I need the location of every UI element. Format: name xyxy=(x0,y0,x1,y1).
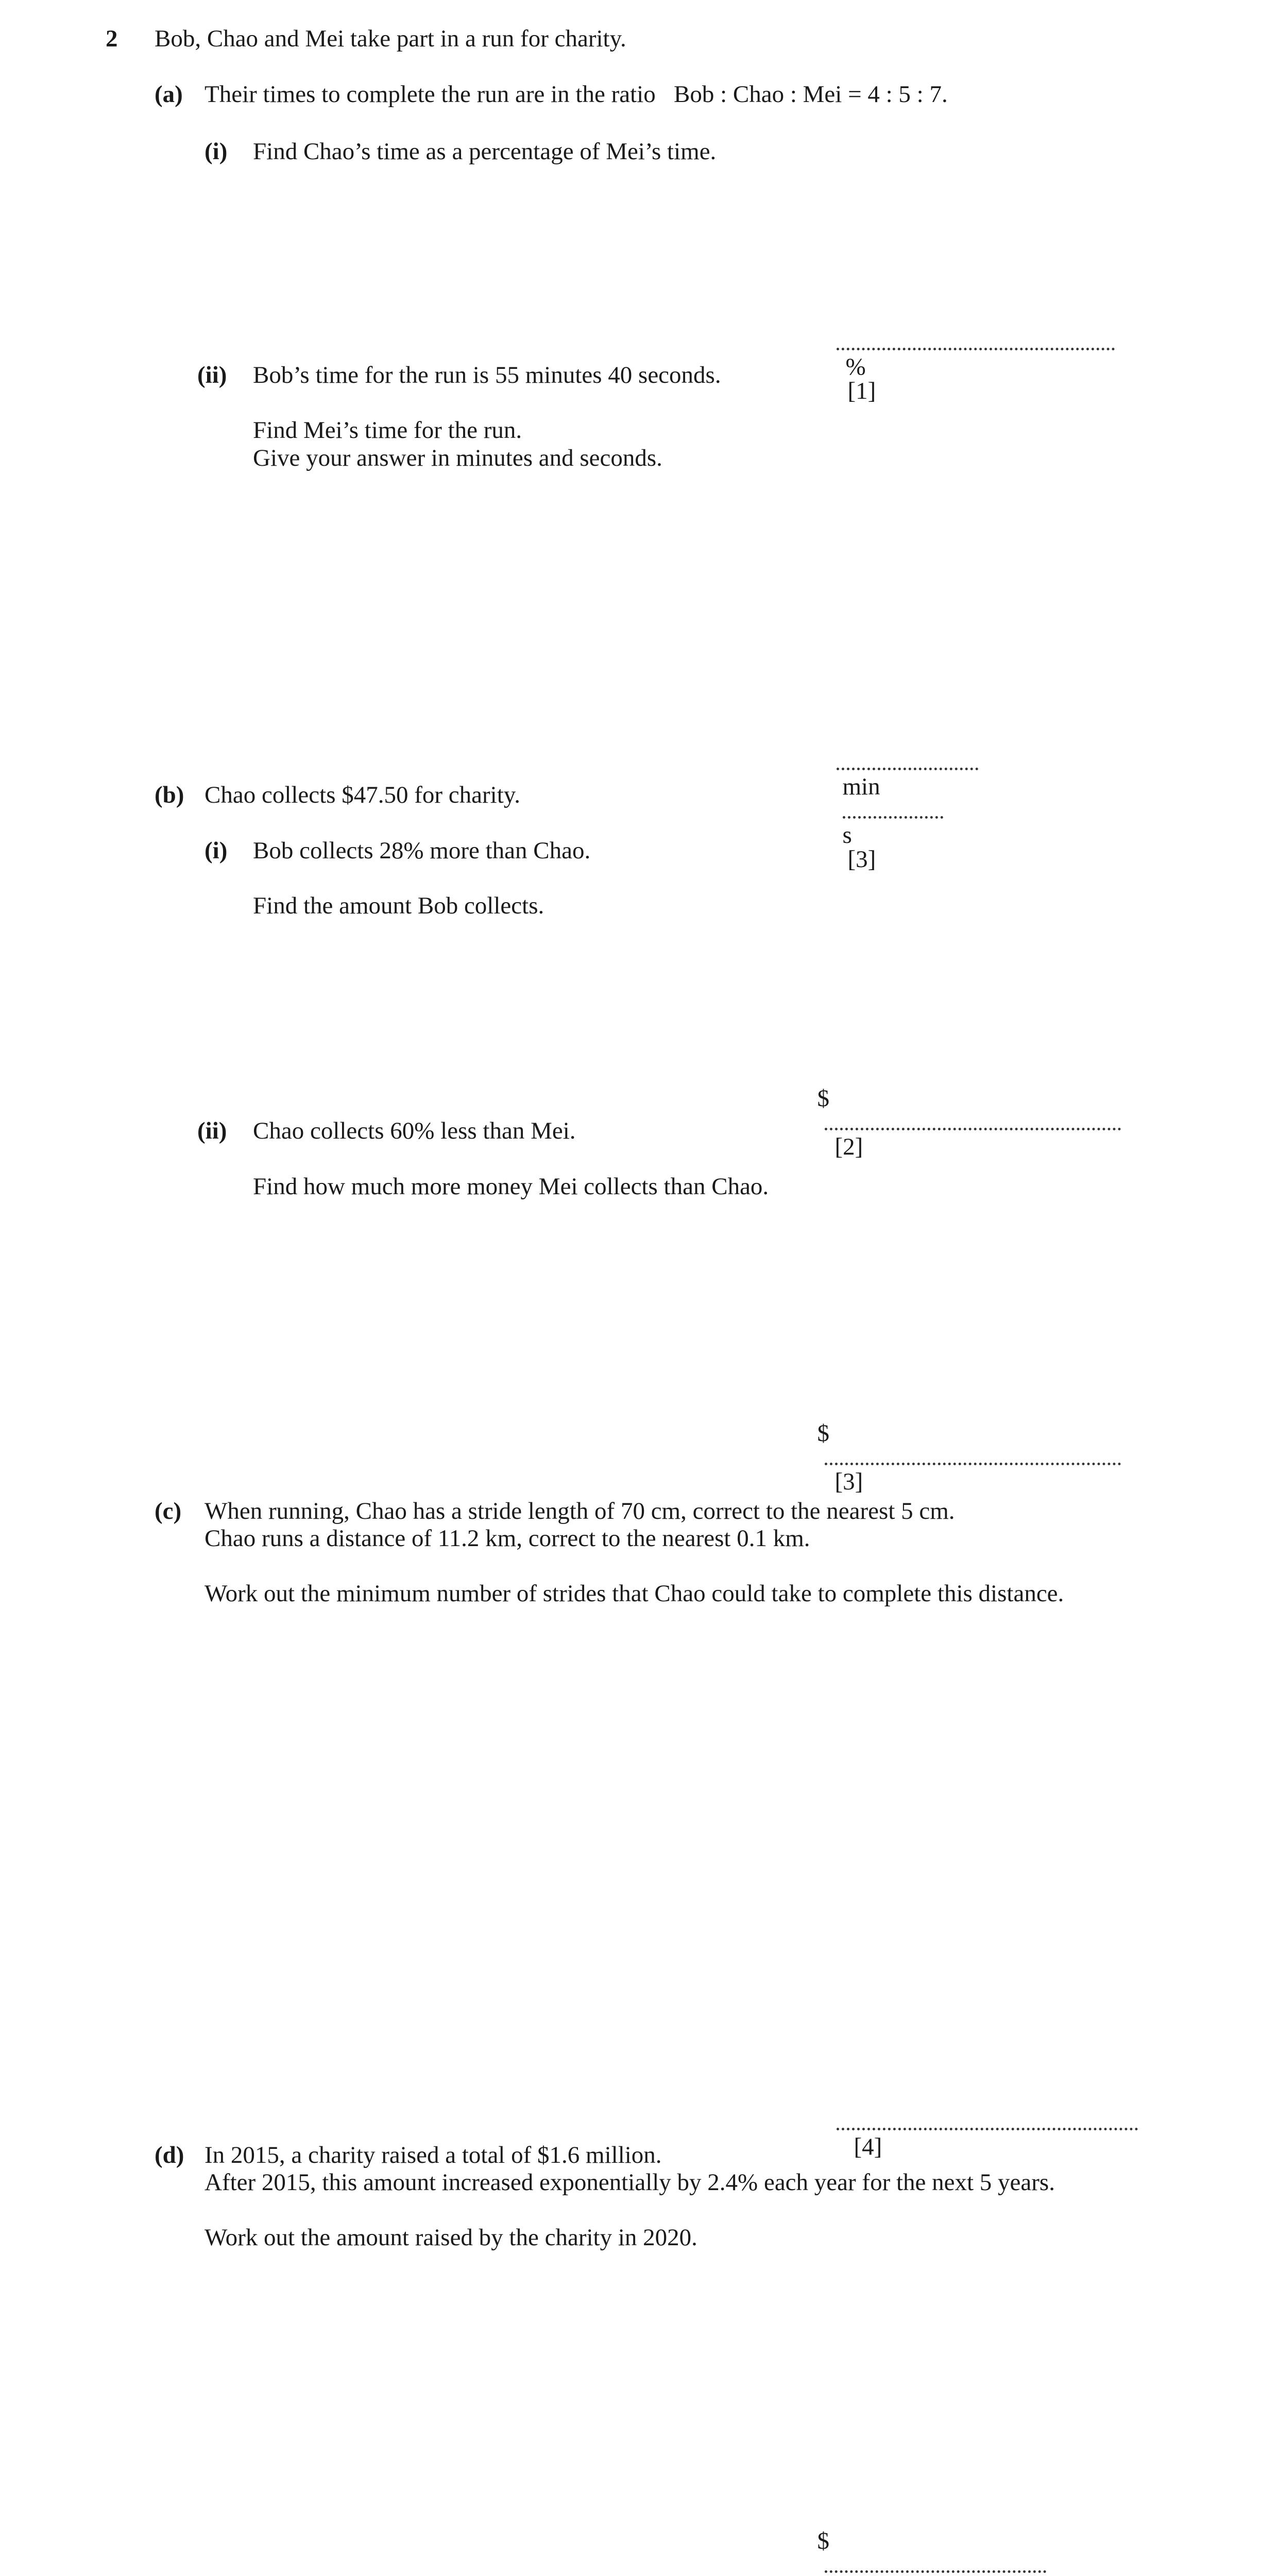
part-a-ii-text1: Bob’s time for the run is 55 minutes 40 seconds. xyxy=(253,362,721,388)
part-b-ii-label: (ii) xyxy=(197,1117,227,1144)
part-d-label: (d) xyxy=(155,2142,184,2168)
answer-line-b-i xyxy=(805,1062,1121,1159)
answer-field-b-ii[interactable] xyxy=(825,1455,1121,1465)
part-a-ii-text2: Find Mei’s time for the run. xyxy=(253,417,522,444)
question-stem: Bob, Chao and Mei take part in a run for charity. xyxy=(155,25,626,52)
part-b-stem: Chao collects $47.50 for charity. xyxy=(205,782,520,808)
part-d-text3: Work out the amount raised by the charity in 2020. xyxy=(205,2224,697,2251)
part-a-i-text: Find Chao’s time as a percentage of Mei’s time. xyxy=(253,138,717,165)
answer-line-a-i xyxy=(824,307,1115,403)
answer-field-b-i[interactable] xyxy=(825,1121,1121,1130)
part-c-text1: When running, Chao has a stride length of 70 cm, correct to the nearest 5 cm. xyxy=(205,1498,955,1524)
answer-line-d xyxy=(805,2505,1046,2576)
part-d-text1: In 2015, a charity raised a total of $1.6 million. xyxy=(205,2142,662,2168)
marks-b-ii: [3] xyxy=(834,1468,863,1495)
question-number: 2 xyxy=(106,25,118,52)
part-a-i-label: (i) xyxy=(205,138,228,165)
currency-b-i: $ xyxy=(817,1085,829,1112)
answer-line-b-ii xyxy=(805,1397,1121,1494)
part-a-label: (a) xyxy=(155,81,183,108)
part-a-stem: Their times to complete the run are in the ratio Bob : Chao : Mei = 4 : 5 : 7. xyxy=(205,81,948,108)
part-a-ii-text3: Give your answer in minutes and seconds. xyxy=(253,445,662,471)
answer-field-d[interactable] xyxy=(825,2563,1046,2573)
unit-min: min xyxy=(842,773,880,800)
marks-a-ii: [3] xyxy=(847,846,876,873)
marks-b-i: [2] xyxy=(834,1133,863,1160)
answer-line-c xyxy=(824,2087,1138,2159)
currency-d: $ xyxy=(817,2528,829,2554)
unit-s: s xyxy=(842,822,852,849)
part-b-ii-text2: Find how much more money Mei collects than Chao. xyxy=(253,1173,769,1200)
part-c-text3: Work out the minimum number of strides that Chao could take to complete this distance. xyxy=(205,1580,1064,1607)
part-b-i-text1: Bob collects 28% more than Chao. xyxy=(253,837,591,864)
part-d-text2: After 2015, this amount increased exponentially by 2.4% each year for the next 5 years. xyxy=(205,2169,1055,2196)
part-b-ii-text1: Chao collects 60% less than Mei. xyxy=(253,1117,576,1144)
answer-line-a-ii xyxy=(824,726,978,872)
part-b-i-text2: Find the amount Bob collects. xyxy=(253,892,544,919)
unit-percent: % xyxy=(845,353,866,380)
answer-field-c[interactable] xyxy=(837,2121,1138,2130)
answer-field-a-i[interactable] xyxy=(837,341,1115,350)
part-b-i-label: (i) xyxy=(205,837,228,864)
part-a-ii-label: (ii) xyxy=(197,362,227,388)
marks-a-i: [1] xyxy=(847,378,876,404)
part-b-label: (b) xyxy=(155,782,184,808)
part-c-text2: Chao runs a distance of 11.2 km, correct to the nearest 0.1 km. xyxy=(205,1525,810,1552)
answer-field-minutes[interactable] xyxy=(837,760,978,770)
part-c-label: (c) xyxy=(155,1498,182,1524)
currency-b-ii: $ xyxy=(817,1420,829,1447)
marks-c: [4] xyxy=(854,2133,882,2160)
answer-field-seconds[interactable] xyxy=(843,809,943,819)
